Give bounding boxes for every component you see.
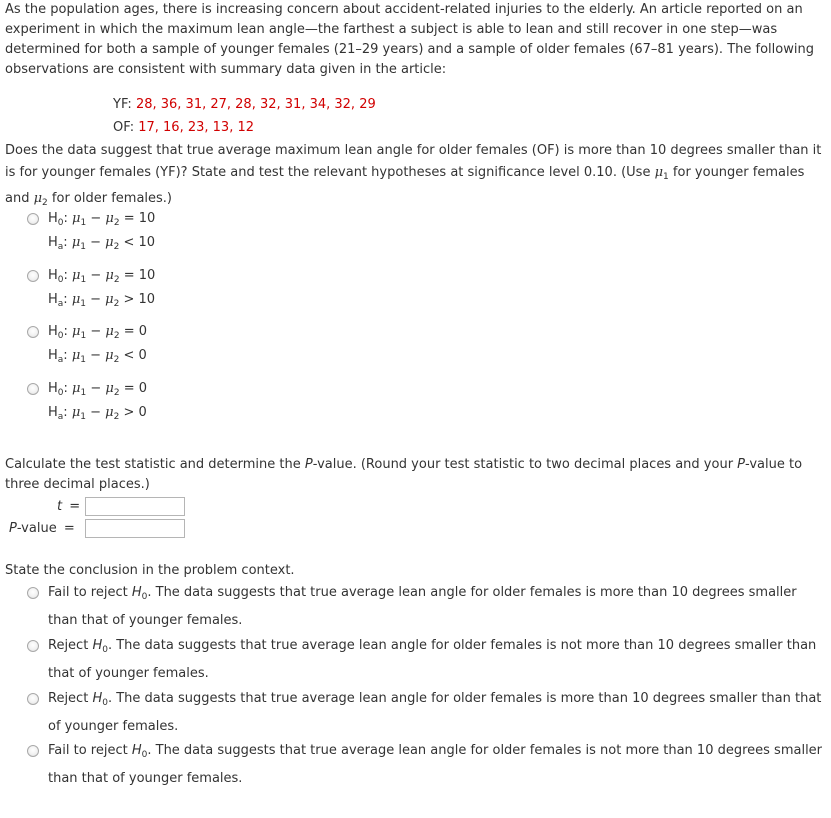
yf-data-row xyxy=(113,95,376,115)
yf-label: YF: xyxy=(113,97,132,112)
null-hypothesis-1: $H_0$: $\mu_1 - \mu_2 = 10$ xyxy=(48,211,156,228)
calc-instruction-c: -value to three decimal places.) xyxy=(5,457,803,492)
p-label-rest: -value xyxy=(16,521,57,536)
null-hypothesis-4: $H_0$: $\mu_1 - \mu_2 = 0$ xyxy=(48,381,148,398)
conclusion-radio-4[interactable] xyxy=(27,745,39,757)
conclusion-radio-3[interactable] xyxy=(27,693,39,705)
hypothesis-radio-2[interactable] xyxy=(27,270,39,282)
mu2-symbol: μ xyxy=(33,191,43,206)
calc-instruction-b: -value. (Round your test statistic to two decimal places and your xyxy=(312,457,738,472)
question-part1: Does the data suggest that true average maximum lean angle for older females (OF) is more than 10 degrees smaller than it is for younger females (YF)? State and test the relevant hypotheses at significance level 0.10. (Use xyxy=(5,143,822,180)
null-hypothesis-2: $H_0$: $\mu_1 - \mu_2 = 10$ xyxy=(48,268,156,285)
intro-text: As the population ages, there is increasing concern about accident-related injuries to the elderly. An article reported on an experiment in which the maximum lean angle—the farthest a subject is able to lean and still recover in one step—was determined for both a sample of younger females (21–29 years) and a sample of older females (67–81 years). The following observations are consistent with summary data given in the article: xyxy=(5,2,814,77)
conclusion-option-2: Reject $H_0$. The data suggests that true average lean angle for older females is not more than 10 degrees smaller than that of younger females. xyxy=(48,638,817,681)
t-equals: = xyxy=(69,499,81,514)
p-value-input[interactable] xyxy=(85,519,185,538)
t-label-row xyxy=(57,497,80,517)
conclusion-option-4: Fail to reject $H_0$. The data suggests that true average lean angle for older females is not more than 10 degrees smaller than that of younger females. xyxy=(48,743,823,786)
hypothesis-radio-4[interactable] xyxy=(27,383,39,395)
hypothesis-radio-1[interactable] xyxy=(27,213,39,225)
p-value-label-row xyxy=(9,519,75,539)
conclusion-option-1: Fail to reject $H_0$. The data suggests that true average lean angle for older females is more than 10 degrees smaller than that of younger females. xyxy=(48,585,797,628)
calc-instruction-p2: P xyxy=(737,457,746,472)
yf-values: 28, 36, 31, 27, 28, 32, 31, 34, 32, 29 xyxy=(135,97,376,112)
mu1-symbol: μ xyxy=(654,165,664,180)
conclusion-radio-1[interactable] xyxy=(27,587,39,599)
calc-instruction xyxy=(5,455,827,495)
of-values: 17, 16, 23, 13, 12 xyxy=(138,120,255,135)
mu1-subscript: 1 xyxy=(663,172,669,182)
alternative-hypothesis-4: $H_a$: $\mu_1 - \mu_2 > 0$ xyxy=(48,405,147,422)
of-data-row xyxy=(113,118,254,138)
alternative-hypothesis-1: $H_a$: $\mu_1 - \mu_2 < 10$ xyxy=(48,235,156,252)
question-text xyxy=(5,140,827,214)
alternative-hypothesis-2: $H_a$: $\mu_1 - \mu_2 > 10$ xyxy=(48,292,156,309)
p-label: P xyxy=(9,521,17,536)
t-label: t xyxy=(57,499,63,514)
hypothesis-radio-3[interactable] xyxy=(27,326,39,338)
null-hypothesis-3: $H_0$: $\mu_1 - \mu_2 = 0$ xyxy=(48,324,148,341)
calc-instruction-p: P xyxy=(304,457,313,472)
conclusion-radio-2[interactable] xyxy=(27,640,39,652)
of-label: OF: xyxy=(113,120,135,135)
p-equals: = xyxy=(63,521,75,536)
question-part2: for younger females and xyxy=(5,165,805,206)
t-statistic-input[interactable] xyxy=(85,497,185,516)
alternative-hypothesis-3: $H_a$: $\mu_1 - \mu_2 < 0$ xyxy=(48,348,147,365)
conclusion-prompt: State the conclusion in the problem context. xyxy=(5,563,295,578)
mu2-subscript: 2 xyxy=(42,198,48,208)
question-part3: for older females.) xyxy=(47,191,173,206)
calc-instruction-a: Calculate the test statistic and determine the xyxy=(5,457,305,472)
conclusion-option-3: Reject $H_0$. The data suggests that true average lean angle for older females is more than 10 degrees smaller than that of younger females. xyxy=(48,691,822,734)
